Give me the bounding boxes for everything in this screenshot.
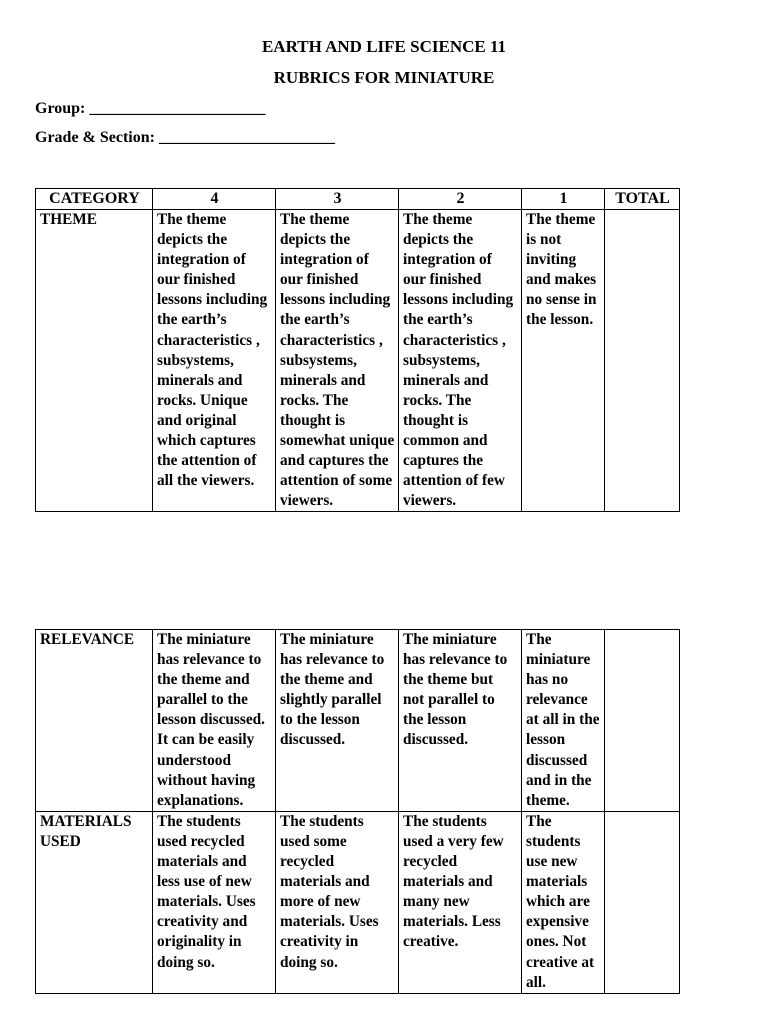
criteria-cell-4: The students used recycled materials and less use of new materials. Uses creativity and originality in doing so. xyxy=(153,811,276,993)
document-title: EARTH AND LIFE SCIENCE 11 xyxy=(261,37,507,56)
rubric-table-relevance-materials xyxy=(35,629,680,994)
column-header-category: CATEGORY xyxy=(36,189,153,210)
column-header-score-2: 2 xyxy=(399,189,522,210)
category-cell: THEME xyxy=(36,210,153,512)
column-header-score-4: 4 xyxy=(153,189,276,210)
criteria-cell-3: The students used some recycled materials and more of new materials. Uses creativity in doing so. xyxy=(276,811,399,993)
grade-section-field: Grade & Section: ______________________ xyxy=(35,129,335,146)
column-header-score-1: 1 xyxy=(522,189,605,210)
table-row-relevance xyxy=(36,630,680,812)
category-cell: MATERIALS USED xyxy=(36,811,153,993)
table-row-materials xyxy=(36,811,680,993)
rubric-table-theme xyxy=(35,188,680,512)
total-cell xyxy=(605,210,680,512)
criteria-cell-3: The miniature has relevance to the theme and slightly parallel to the lesson discussed. xyxy=(276,630,399,812)
criteria-cell-2: The students used a very few recycled materials and many new materials. Less creative. xyxy=(399,811,522,993)
total-cell xyxy=(605,630,680,812)
criteria-cell-2: The miniature has relevance to the theme but not parallel to the lesson discussed. xyxy=(399,630,522,812)
criteria-cell-4: The miniature has relevance to the theme and parallel to the lesson discussed. It can be easily understood without having explanations. xyxy=(153,630,276,812)
table-header-row xyxy=(36,189,680,210)
criteria-cell-1: The theme is not inviting and makes no sense in the lesson. xyxy=(522,210,605,512)
column-header-total: TOTAL xyxy=(605,189,680,210)
criteria-cell-1: The miniature has no relevance at all in the lesson discussed and in the theme. xyxy=(522,630,605,812)
total-cell xyxy=(605,811,680,993)
table-row-theme xyxy=(36,210,680,512)
criteria-cell-1: The students use new materials which are expensive ones. Not creative at all. xyxy=(522,811,605,993)
column-header-score-3: 3 xyxy=(276,189,399,210)
criteria-cell-3: The theme depicts the integration of our finished lessons including the earth’s characteristics , subsystems, minerals and rocks. The thought is somewhat unique and captures the attention of some viewers. xyxy=(276,210,399,512)
category-cell: RELEVANCE xyxy=(36,630,153,812)
criteria-cell-2: The theme depicts the integration of our finished lessons including the earth’s characteristics , subsystems, minerals and rocks. The thought is common and captures the attention of few viewers. xyxy=(399,210,522,512)
criteria-cell-4: The theme depicts the integration of our finished lessons including the earth’s characteristics , subsystems, minerals and rocks. Unique and original which captures the attention of all the viewers. xyxy=(153,210,276,512)
group-field: Group: ______________________ xyxy=(35,100,266,117)
document-subtitle: RUBRICS FOR MINIATURE xyxy=(273,68,495,87)
